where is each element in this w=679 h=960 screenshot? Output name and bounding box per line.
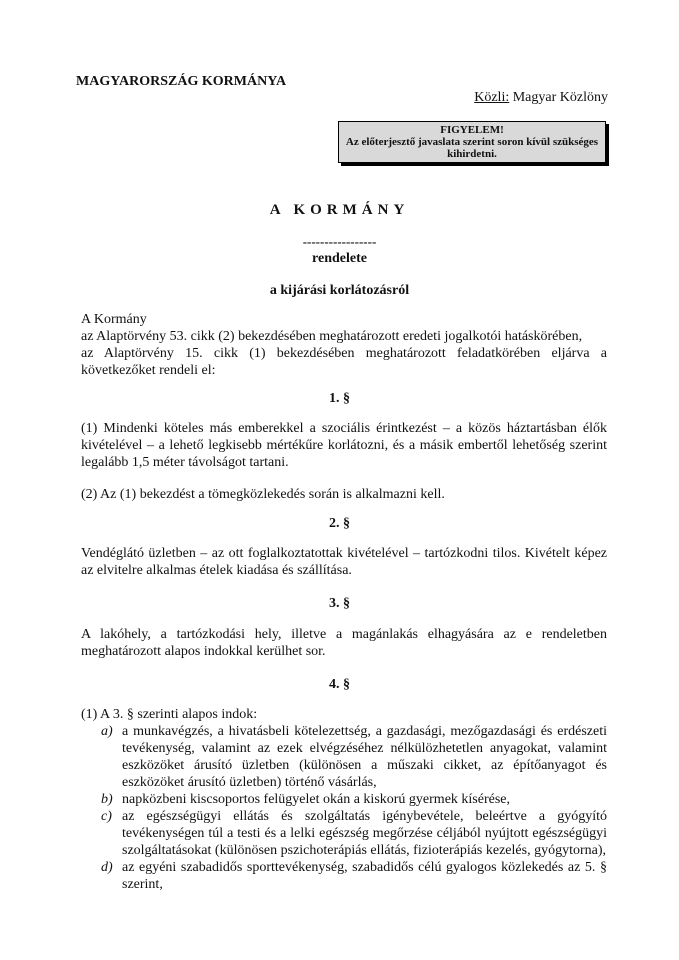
list-item	[101, 791, 607, 808]
list-item	[101, 808, 607, 859]
section-paragraph: Vendéglátó üzletben – az ott foglalkoztatottak kivételével – tartózkodni tilos. Kivételt képez az elvitelre alkalmas ételek kiadása és szállítása.	[81, 546, 607, 578]
section-heading: 2. §	[329, 516, 350, 531]
document-topic: a kijárási korlátozásról	[269, 283, 410, 298]
publish-value: Magyar Közlöny	[512, 90, 608, 105]
attention-notice-box	[338, 121, 606, 163]
government-name: MAGYARORSZÁG KORMÁNYA	[76, 74, 287, 89]
section-heading: 4. §	[329, 677, 350, 692]
intro-line: az Alaptörvény 15. cikk (1) bekezdésében meghatározott feladatkörében eljárva a következőket rendeli el:	[81, 346, 607, 378]
document-subtitle: rendelete	[312, 251, 367, 266]
list-item	[101, 859, 607, 893]
list-item-text: napközbeni kiscsoportos felügyelet okán a kiskorú gyermek kísérése,	[122, 792, 511, 807]
list-item-label: a)	[101, 724, 113, 739]
list-item-text: az egészségügyi ellátás és szolgáltatás igénybevétele, beleértve a gyógyító tevékenységen túl a testi és a lelki egészség megőrzése céljából nyújtott egészségügyi szolgáltatásokat (különösen pszichoterápiás ellátás, fizioterápiás kezelés, gyógytorna),	[122, 809, 607, 858]
section-heading: 3. §	[329, 596, 350, 611]
title-divider: -----------------	[302, 234, 377, 249]
list-item-text: az egyéni szabadidős sporttevékenység, szabadidős célú gyalogos közlekedés az 5. § szerint,	[122, 860, 607, 892]
publish-info	[474, 90, 608, 106]
section-paragraph: (1) A 3. § szerinti alapos indok:	[81, 707, 258, 722]
section-paragraph: (2) Az (1) bekezdést a tömegközlekedés során is alkalmazni kell.	[81, 487, 445, 502]
intro-line: A Kormány	[81, 312, 147, 327]
notice-title: FIGYELEM!	[440, 124, 504, 136]
list-item	[101, 723, 607, 791]
intro-block	[81, 311, 607, 379]
list-item-label: d)	[101, 860, 113, 875]
section-heading: 1. §	[329, 391, 350, 406]
intro-line: az Alaptörvény 53. cikk (2) bekezdésében meghatározott eredeti jogalkotói hatáskörében,	[81, 329, 583, 344]
list-item-text: a munkavégzés, a hivatásbeli kötelezettség, a gazdasági, mezőgazdasági és erdészeti tevékenység, valamint az ezek elvégzéséhez nélkülözhetetlen anyagokat, valamint eszközöket árusító üzletben (különösen a műszaki cikket, az építőanyagot és eszközöket árusító üzletben) történő vásárlás,	[122, 724, 607, 790]
list-item-label: c)	[101, 809, 112, 824]
section-paragraph: (1) Mindenki köteles más emberekkel a szociális érintkezést – a közös háztartásban élők kivételével – a lehető legkisebb mértékűre korlátozni, és a másik embertől lehetőség szerint legalább 1,5 méter távolságot tartani.	[81, 421, 607, 470]
section-paragraph: A lakóhely, a tartózkodási hely, illetve a magánlakás elhagyására az e rendeletben meghatározott alapos indokkal kerülhet sor.	[81, 627, 607, 659]
publish-label: Közli:	[474, 90, 510, 105]
notice-text: Az előterjesztő javaslata szerint soron kívül szükséges kihirdetni.	[345, 136, 599, 160]
list-item-label: b)	[101, 792, 113, 807]
document-title: A KORMÁNY	[269, 202, 410, 218]
